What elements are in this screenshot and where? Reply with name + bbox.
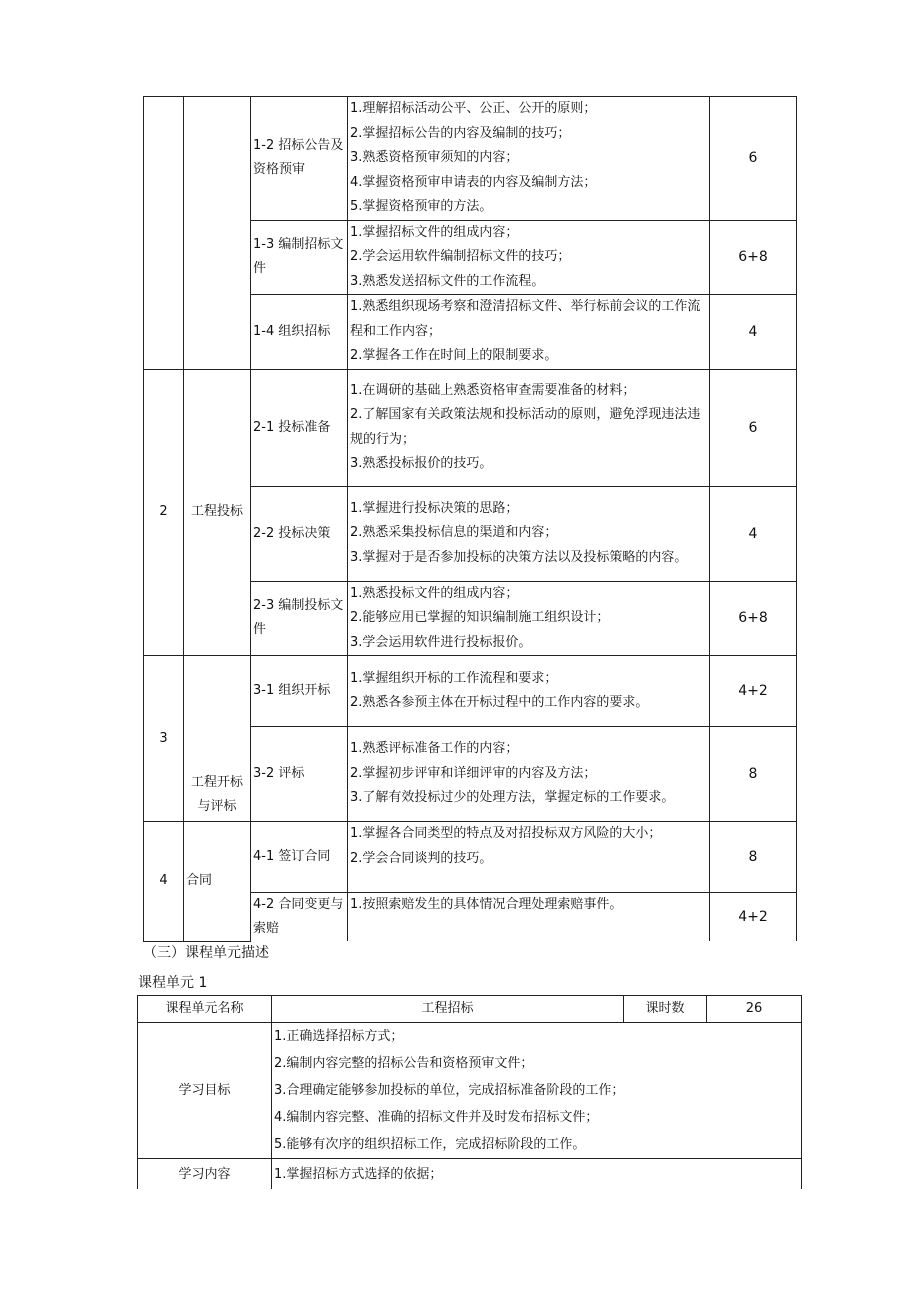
list-item: 1.在调研的基础上熟悉资格审查需要准备的材料；	[350, 382, 636, 398]
task-cell: 4-1 签订合同	[251, 822, 348, 893]
list-item: 4.掌握资格预审申请表的内容及编制方法；	[350, 174, 597, 190]
list-item: 1.掌握进行投标决策的思路；	[350, 500, 519, 516]
hours-cell: 4+2	[710, 656, 797, 727]
section-title: （三）课程单元描述	[143, 945, 269, 961]
objectives-cell	[348, 656, 710, 727]
objectives-cell	[348, 727, 710, 822]
list-item: 5.能够有次序的组织招标工作，完成招标阶段的工作。	[274, 1137, 586, 1152]
list-item: 1.按照索赔发生的具体情况合理处理索赔事件。	[350, 897, 623, 912]
list-item: 3.学会运用软件进行投标报价。	[350, 634, 532, 650]
table-row	[144, 369, 797, 486]
objectives-cell	[348, 486, 710, 581]
content-label: 学习内容	[138, 1159, 272, 1189]
hours-cell: 4	[710, 295, 797, 370]
module-number-cell: 2	[144, 369, 184, 656]
unit-name-label: 课程单元名称	[138, 996, 272, 1023]
list-item: 2.掌握各工作在时间上的限制要求。	[350, 348, 558, 363]
module-name-cell: 工程开标与评标	[184, 656, 251, 822]
list-item: 3.熟悉发送招标文件的工作流程。	[350, 273, 545, 289]
list-item: 1.熟悉评标准备工作的内容；	[350, 741, 519, 757]
list-item: 1.掌握各合同类型的特点及对招投标双方风险的大小；	[350, 826, 662, 841]
list-item: 3.合理确定能够参加投标的单位，完成招标准备阶段的工作；	[274, 1083, 625, 1098]
list-item: 1.正确选择招标方式；	[274, 1029, 404, 1044]
list-item: 3.熟悉资格预审须知的内容；	[350, 150, 519, 165]
list-item: 1.熟悉投标文件的组成内容；	[350, 585, 519, 601]
hours-cell: 6	[710, 97, 797, 221]
list-item: 3.熟悉投标报价的技巧。	[350, 456, 493, 471]
table-row	[144, 822, 797, 893]
hours-cell: 8	[710, 727, 797, 822]
list-item: 2.熟悉各参预主体在开标过程中的工作内容的要求。	[350, 695, 649, 710]
unit-description-table	[137, 995, 802, 1189]
objectives-cell	[348, 97, 710, 221]
table-row	[138, 996, 802, 1023]
objectives-cell	[348, 822, 710, 893]
task-cell: 4-2 合同变更与索赔	[251, 893, 348, 942]
list-item: 1.理解招标活动公平、公正、公开的原则；	[350, 101, 597, 116]
task-cell: 2-1 投标准备	[251, 369, 348, 486]
content-cell	[272, 1159, 802, 1189]
unit-title: 课程单元 1	[138, 975, 208, 991]
table-row	[138, 1159, 802, 1189]
task-cell: 3-2 评标	[251, 727, 348, 822]
table-row	[144, 656, 797, 727]
list-item: 2.掌握招标公告的内容及编制的技巧；	[350, 125, 571, 141]
list-item: 2.学会运用软件编制招标文件的技巧；	[350, 249, 571, 264]
objectives-cell	[348, 369, 710, 486]
list-item: 2.编制内容完整的招标公告和资格预审文件；	[274, 1056, 534, 1071]
goals-label: 学习目标	[138, 1023, 272, 1159]
list-item: 3.掌握对于是否参加投标的决策方法以及投标策略的内容。	[350, 549, 688, 565]
hours-value: 26	[707, 996, 802, 1023]
list-item: 1.熟悉组织现场考察和澄清招标文件、举行标前会议的工作流程和工作内容；	[350, 299, 701, 339]
list-item: 3.了解有效投标过少的处理方法，掌握定标的工作要求。	[350, 790, 675, 806]
module-number-cell: 4	[144, 822, 184, 942]
task-cell: 1-2 招标公告及资格预审	[251, 97, 348, 221]
list-item: 2.能够应用已掌握的知识编制施工组织设计；	[350, 610, 610, 625]
task-cell: 1-3 编制招标文件	[251, 220, 348, 295]
list-item: 2.掌握初步评审和详细评审的内容及方法；	[350, 765, 597, 781]
hours-cell: 6	[710, 369, 797, 486]
hours-cell: 4	[710, 486, 797, 581]
list-item: 2.学会合同谈判的技巧。	[350, 850, 493, 866]
module-number-cell	[144, 97, 184, 370]
module-number-cell: 3	[144, 656, 184, 822]
list-item: 2.了解国家有关政策法规和投标活动的原则，避免浮现违法违规的行为；	[350, 407, 701, 447]
list-item: 1.掌握组织开标的工作流程和要求；	[350, 670, 558, 686]
task-cell: 2-2 投标决策	[251, 486, 348, 581]
hours-label: 课时数	[624, 996, 707, 1023]
hours-cell: 6+8	[710, 581, 797, 656]
task-cell: 2-3 编制投标文件	[251, 581, 348, 656]
hours-cell: 4+2	[710, 893, 797, 942]
task-cell: 3-1 组织开标	[251, 656, 348, 727]
list-item: 1.掌握招标文件的组成内容；	[350, 224, 519, 240]
hours-cell: 8	[710, 822, 797, 893]
hours-cell: 6+8	[710, 220, 797, 295]
course-task-table	[143, 96, 797, 942]
list-item: 5.掌握资格预审的方法。	[350, 199, 493, 214]
objectives-cell	[348, 295, 710, 370]
table-row	[144, 97, 797, 221]
task-cell: 1-4 组织招标	[251, 295, 348, 370]
objectives-cell	[348, 220, 710, 295]
objectives-cell	[348, 581, 710, 656]
objectives-cell	[348, 893, 710, 942]
module-name-cell	[184, 97, 251, 370]
table-row	[138, 1023, 802, 1159]
unit-name-value: 工程招标	[272, 996, 624, 1023]
goals-cell	[272, 1023, 802, 1159]
list-item: 4.编制内容完整、准确的招标文件并及时发布招标文件；	[274, 1110, 599, 1125]
list-item: 2.熟悉采集投标信息的渠道和内容；	[350, 525, 558, 541]
module-name-cell: 合同	[184, 822, 251, 942]
list-item: 1.掌握招标方式选择的依据；	[274, 1167, 443, 1182]
module-name-cell: 工程投标	[184, 369, 251, 656]
